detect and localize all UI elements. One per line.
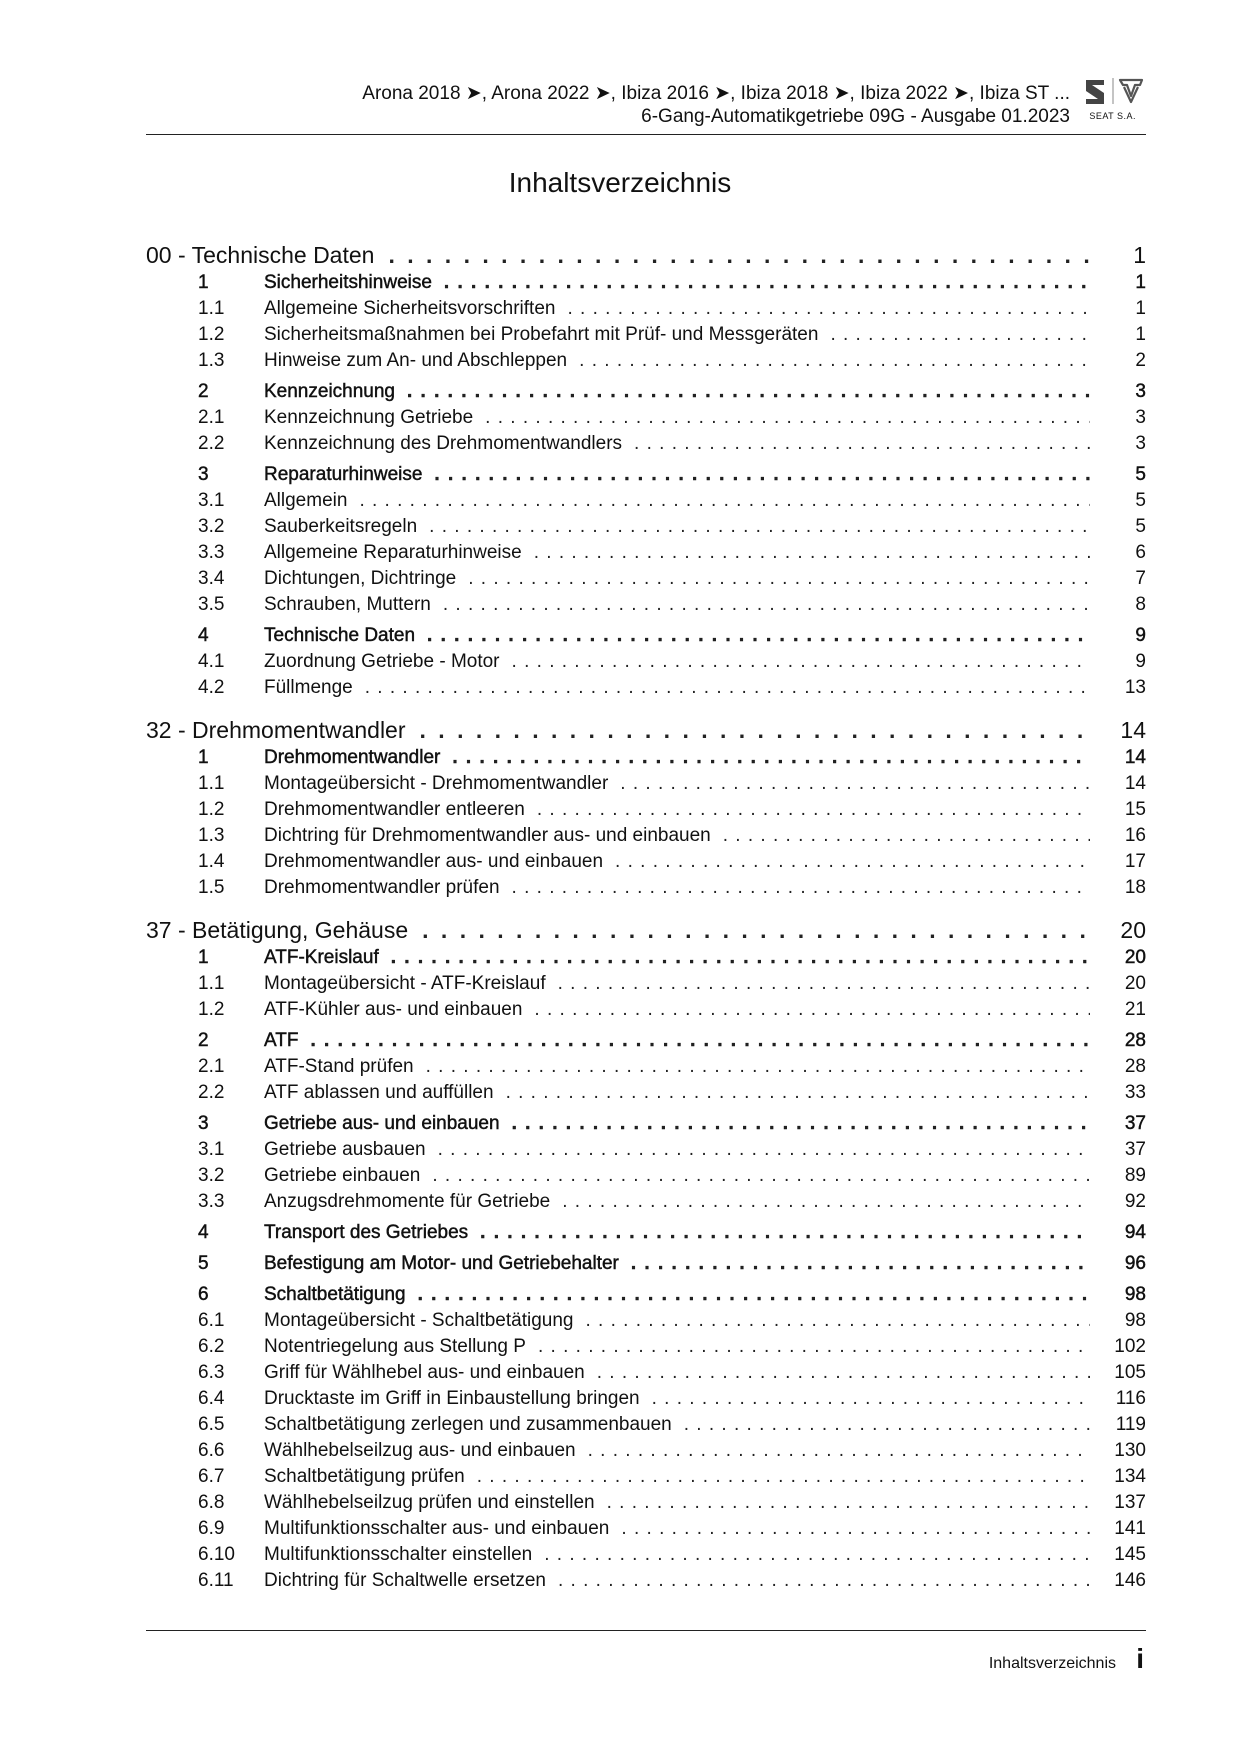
- dot-leader: [438, 1139, 1090, 1161]
- toc-page-number: 33: [1124, 1082, 1146, 1103]
- toc-page-number: 3: [1135, 381, 1146, 402]
- toc-number: 1.1: [198, 773, 225, 794]
- toc-chapter[interactable]: [146, 917, 1146, 947]
- dot-leader: [426, 1056, 1090, 1078]
- toc-number: 3.1: [198, 1139, 225, 1160]
- toc-title: Getriebe aus- und einbauen: [264, 1113, 500, 1134]
- toc-subsection[interactable]: [146, 677, 1146, 703]
- dot-leader: [468, 568, 1090, 590]
- toc-title: Multifunktionsschalter einstellen: [264, 1544, 533, 1565]
- toc-subsection[interactable]: [146, 1388, 1146, 1414]
- toc-number: 5: [198, 1253, 209, 1274]
- dot-leader: [422, 917, 1090, 944]
- toc-page-number: 116: [1115, 1388, 1146, 1409]
- page-title: Inhaltsverzeichnis: [508, 167, 732, 198]
- toc-title: Montageübersicht - ATF-Kreislauf: [264, 973, 546, 994]
- dot-leader: [485, 407, 1090, 429]
- dot-leader: [429, 516, 1090, 538]
- toc-subsection[interactable]: [146, 324, 1146, 350]
- toc-subsection[interactable]: [146, 350, 1146, 376]
- toc-title: Drucktaste im Griff in Einbaustellung bringen: [264, 1388, 640, 1409]
- toc-section[interactable]: [146, 1222, 1146, 1248]
- toc-number: 6.8: [198, 1492, 225, 1513]
- toc-subsection[interactable]: [146, 851, 1146, 877]
- toc-number: 6.11: [198, 1570, 234, 1591]
- toc-page-number: 1: [1133, 242, 1146, 268]
- dot-leader: [567, 298, 1090, 320]
- toc-subsection[interactable]: [146, 490, 1146, 516]
- dot-leader: [512, 877, 1090, 899]
- dot-leader: [512, 651, 1090, 673]
- toc-number: 6.7: [198, 1466, 225, 1487]
- toc-page-number: 37: [1124, 1113, 1146, 1134]
- toc-page-number: 96: [1124, 1253, 1146, 1274]
- dot-leader: [615, 851, 1090, 873]
- dot-leader: [391, 947, 1090, 969]
- toc-page-number: 94: [1124, 1222, 1146, 1243]
- toc-title: Befestigung am Motor- und Getriebehalter: [264, 1253, 619, 1274]
- dot-leader: [621, 1518, 1090, 1540]
- toc-title: Dichtring für Schaltwelle ersetzen: [264, 1570, 546, 1591]
- page-header: [146, 74, 1146, 136]
- dot-leader: [607, 1492, 1090, 1514]
- toc-number: 1.1: [198, 298, 225, 319]
- dot-leader: [631, 1253, 1090, 1275]
- dot-leader: [506, 1082, 1090, 1104]
- toc-number: 2.2: [198, 433, 225, 454]
- dot-leader: [365, 677, 1090, 699]
- dot-leader: [544, 1544, 1090, 1566]
- toc-page-number: 16: [1124, 825, 1146, 846]
- toc-subsection[interactable]: [146, 1310, 1146, 1336]
- toc-title: ATF: [264, 1030, 299, 1051]
- toc-number: 6.1: [198, 1310, 225, 1331]
- toc-subsection[interactable]: [146, 877, 1146, 903]
- toc-section[interactable]: [146, 1113, 1146, 1139]
- toc-section[interactable]: [146, 464, 1146, 490]
- toc-page-number: 21: [1124, 999, 1146, 1020]
- toc-number: 2.1: [198, 1056, 225, 1077]
- dot-leader: [537, 799, 1090, 821]
- toc-page-number: 5: [1135, 516, 1146, 537]
- dot-leader: [452, 747, 1090, 769]
- toc-number: 3: [198, 1113, 209, 1134]
- dot-leader: [562, 1191, 1090, 1213]
- toc-title: Drehmomentwandler entleeren: [264, 799, 525, 820]
- toc-section[interactable]: [146, 1284, 1146, 1310]
- dot-leader: [684, 1414, 1090, 1436]
- toc-title: Schrauben, Muttern: [264, 594, 431, 615]
- toc-subsection[interactable]: [146, 1336, 1146, 1362]
- dot-leader: [597, 1362, 1090, 1384]
- brand-logo-icon: [1080, 74, 1146, 110]
- dot-leader: [585, 1310, 1090, 1332]
- toc-subsection[interactable]: [146, 1139, 1146, 1165]
- toc-title: Notentriegelung aus Stellung P: [264, 1336, 526, 1357]
- toc-title: Schaltbetätigung: [264, 1284, 406, 1305]
- toc-subsection[interactable]: [146, 568, 1146, 594]
- toc-page-number: 17: [1124, 851, 1146, 872]
- toc-page-number: 1: [1135, 272, 1146, 293]
- toc-subsection[interactable]: [146, 1362, 1146, 1388]
- toc-number: 1.2: [198, 799, 225, 820]
- toc-number: 3.5: [198, 594, 225, 615]
- toc-title: Schaltbetätigung prüfen: [264, 1466, 465, 1487]
- toc-number: 2: [198, 1030, 209, 1051]
- toc-page-number: 37: [1124, 1139, 1146, 1160]
- toc-title: Montageübersicht - Drehmomentwandler: [264, 773, 609, 794]
- toc-number: 3.4: [198, 568, 225, 589]
- toc-page-number: 9: [1135, 625, 1146, 646]
- toc-number: 6.6: [198, 1440, 225, 1461]
- toc-subsection[interactable]: [146, 1165, 1146, 1191]
- toc-page-number: 89: [1124, 1165, 1146, 1186]
- toc-number: 6: [198, 1284, 209, 1305]
- dot-leader: [512, 1113, 1090, 1135]
- toc-page-number: 3: [1135, 407, 1146, 428]
- toc-section[interactable]: [146, 272, 1146, 298]
- toc-page-number: 145: [1114, 1544, 1146, 1565]
- toc-number: 1.3: [198, 350, 225, 371]
- toc-number: 1.1: [198, 973, 225, 994]
- dot-leader: [480, 1222, 1090, 1244]
- toc-title: Allgemeine Sicherheitsvorschriften: [264, 298, 556, 319]
- toc-page-number: 1: [1135, 324, 1146, 345]
- toc-page-number: 18: [1124, 877, 1146, 898]
- toc-title: 37 - Betätigung, Gehäuse: [146, 917, 409, 943]
- toc-title: Füllmenge: [264, 677, 353, 698]
- toc-number: 3.2: [198, 1165, 225, 1186]
- header-models: Arona 2018 ➤, Arona 2022 ➤, Ibiza 2016 ➤, Ibiza 2018 ➤, Ibiza 2022 ➤, Ibiza ST ...: [362, 83, 1070, 104]
- toc-page-number: 146: [1114, 1570, 1146, 1591]
- toc-subsection[interactable]: [146, 1056, 1146, 1082]
- toc-page-number: 28: [1124, 1030, 1146, 1051]
- toc-page-number: 130: [1114, 1440, 1146, 1461]
- dot-leader: [830, 324, 1090, 346]
- toc-title: Kennzeichnung des Drehmomentwandlers: [264, 433, 623, 454]
- toc-subsection[interactable]: [146, 799, 1146, 825]
- dot-leader: [388, 242, 1090, 269]
- toc-title: Zuordnung Getriebe - Motor: [264, 651, 500, 672]
- toc-title: Wählhebelseilzug aus- und einbauen: [264, 1440, 576, 1461]
- toc-subsection[interactable]: [146, 594, 1146, 620]
- toc-page-number: 8: [1135, 594, 1146, 615]
- toc-title: Reparaturhinweise: [264, 464, 423, 485]
- dot-leader: [444, 272, 1090, 294]
- toc-number: 6.4: [198, 1388, 225, 1409]
- dot-leader: [558, 973, 1090, 995]
- toc-subsection[interactable]: [146, 999, 1146, 1025]
- dot-leader: [443, 594, 1090, 616]
- dot-leader: [534, 999, 1090, 1021]
- toc-title: ATF-Stand prüfen: [264, 1056, 414, 1077]
- toc-number: 4.1: [198, 651, 225, 672]
- toc-page-number: 1: [1135, 298, 1146, 319]
- toc-title: Schaltbetätigung zerlegen und zusammenbauen: [264, 1414, 672, 1435]
- toc-title: Getriebe ausbauen: [264, 1139, 426, 1160]
- toc-page-number: 3: [1135, 433, 1146, 454]
- toc-title: Technische Daten: [264, 625, 416, 646]
- toc-section[interactable]: [146, 1030, 1146, 1056]
- toc-number: 3: [198, 464, 209, 485]
- toc-section[interactable]: [146, 947, 1146, 973]
- toc-title: Montageübersicht - Schaltbetätigung: [264, 1310, 574, 1331]
- toc-subsection[interactable]: [146, 651, 1146, 677]
- toc-title: Drehmomentwandler prüfen: [264, 877, 500, 898]
- toc-number: 2.1: [198, 407, 225, 428]
- toc-title: Getriebe einbauen: [264, 1165, 421, 1186]
- dot-leader: [579, 350, 1090, 372]
- dot-leader: [620, 773, 1090, 795]
- toc-title: ATF-Kreislauf: [264, 947, 379, 968]
- toc-page-number: 5: [1135, 490, 1146, 511]
- toc-subsection[interactable]: [146, 825, 1146, 851]
- toc-title: Anzugsdrehmomente für Getriebe: [264, 1191, 551, 1212]
- table-of-contents: [146, 235, 1146, 1596]
- dot-leader: [359, 490, 1090, 512]
- toc-chapter[interactable]: [146, 717, 1146, 747]
- toc-number: 6.2: [198, 1336, 225, 1357]
- toc-subsection[interactable]: [146, 1570, 1146, 1596]
- toc-title: 00 - Technische Daten: [146, 242, 375, 268]
- toc-page-number: 20: [1124, 947, 1146, 968]
- toc-page-number: 7: [1135, 568, 1146, 589]
- dot-leader: [538, 1336, 1090, 1358]
- dot-leader: [310, 1030, 1090, 1052]
- toc-title: Allgemein: [264, 490, 348, 511]
- toc-page-number: 14: [1124, 747, 1146, 768]
- toc-title: Drehmomentwandler aus- und einbauen: [264, 851, 604, 872]
- toc-subsection[interactable]: [146, 1492, 1146, 1518]
- dot-leader: [634, 433, 1090, 455]
- logo-caption: SEAT S.A.: [1089, 111, 1136, 121]
- header-edition: 6-Gang-Automatikgetriebe 09G - Ausgabe 01.2023: [641, 106, 1070, 127]
- toc-number: 1: [198, 747, 209, 768]
- toc-page-number: 15: [1124, 799, 1146, 820]
- dot-leader: [652, 1388, 1090, 1410]
- toc-title: Kennzeichnung Getriebe: [264, 407, 474, 428]
- toc-title: Wählhebelseilzug prüfen und einstellen: [264, 1492, 595, 1513]
- toc-title: Dichtungen, Dichtringe: [264, 568, 457, 589]
- toc-subsection[interactable]: [146, 407, 1146, 433]
- toc-subsection[interactable]: [146, 1466, 1146, 1492]
- toc-subsection[interactable]: [146, 1414, 1146, 1440]
- toc-page-number: 92: [1124, 1191, 1146, 1212]
- toc-page-number: 141: [1114, 1518, 1146, 1539]
- toc-page-number: 5: [1135, 464, 1146, 485]
- toc-subsection[interactable]: [146, 542, 1146, 568]
- toc-page-number: 134: [1114, 1466, 1146, 1487]
- toc-subsection[interactable]: [146, 516, 1146, 542]
- toc-number: 2: [198, 381, 209, 402]
- dot-leader: [407, 381, 1090, 403]
- toc-number: 3.2: [198, 516, 225, 537]
- dot-leader: [420, 717, 1090, 744]
- toc-number: 6.10: [198, 1544, 235, 1565]
- toc-section[interactable]: [146, 747, 1146, 773]
- toc-subsection[interactable]: [146, 1518, 1146, 1544]
- toc-number: 1.5: [198, 877, 225, 898]
- toc-subsection[interactable]: [146, 1440, 1146, 1466]
- toc-page-number: 14: [1120, 717, 1146, 743]
- toc-page-number: 137: [1114, 1492, 1146, 1513]
- toc-number: 2.2: [198, 1082, 225, 1103]
- dot-leader: [432, 1165, 1090, 1187]
- toc-page-number: 102: [1114, 1336, 1146, 1357]
- toc-number: 4.2: [198, 677, 225, 698]
- toc-section[interactable]: [146, 625, 1146, 651]
- toc-section[interactable]: [146, 1253, 1146, 1279]
- toc-number: 1.2: [198, 324, 225, 345]
- toc-subsection[interactable]: [146, 298, 1146, 324]
- toc-page-number: 14: [1124, 773, 1146, 794]
- toc-number: 1.2: [198, 999, 225, 1020]
- toc-title: Transport des Getriebes: [264, 1222, 469, 1243]
- toc-page-number: 105: [1114, 1362, 1146, 1383]
- toc-subsection[interactable]: [146, 973, 1146, 999]
- toc-page-number: 2: [1135, 350, 1146, 371]
- toc-subsection[interactable]: [146, 1544, 1146, 1570]
- toc-page-number: 20: [1124, 973, 1146, 994]
- toc-chapter[interactable]: [146, 242, 1146, 272]
- toc-subsection[interactable]: [146, 1191, 1146, 1217]
- toc-number: 6.5: [198, 1414, 225, 1435]
- header-divider: [146, 134, 1146, 135]
- toc-number: 4: [198, 1222, 209, 1243]
- toc-page-number: 9: [1135, 651, 1146, 672]
- dot-leader: [427, 625, 1090, 647]
- toc-page-number: 13: [1124, 677, 1146, 698]
- toc-section[interactable]: [146, 381, 1146, 407]
- toc-subsection[interactable]: [146, 773, 1146, 799]
- footer-page-number: i: [1136, 1643, 1144, 1674]
- toc-title: Dichtring für Drehmomentwandler aus- und einbauen: [264, 825, 711, 846]
- toc-number: 3.1: [198, 490, 225, 511]
- toc-title: 32 - Drehmomentwandler: [146, 717, 406, 743]
- toc-page-number: 20: [1120, 917, 1146, 943]
- dot-leader: [723, 825, 1090, 847]
- toc-title: ATF-Kühler aus- und einbauen: [264, 999, 523, 1020]
- footer-divider: [146, 1630, 1146, 1631]
- toc-number: 1: [198, 947, 209, 968]
- dot-leader: [588, 1440, 1090, 1462]
- toc-title: Allgemeine Reparaturhinweise: [264, 542, 522, 563]
- toc-title: ATF ablassen und auffüllen: [264, 1082, 494, 1103]
- toc-title: Sicherheitshinweise: [264, 272, 432, 293]
- toc-title: Drehmomentwandler: [264, 747, 441, 768]
- dot-leader: [534, 542, 1090, 564]
- toc-number: 3.3: [198, 1191, 225, 1212]
- dot-leader: [558, 1570, 1090, 1592]
- toc-number: 1.4: [198, 851, 225, 872]
- toc-title: Kennzeichnung: [264, 381, 395, 402]
- toc-page-number: 98: [1124, 1284, 1146, 1305]
- toc-subsection[interactable]: [146, 433, 1146, 459]
- dot-leader: [418, 1284, 1090, 1306]
- toc-page-number: 6: [1135, 542, 1146, 563]
- toc-number: 6.3: [198, 1362, 225, 1383]
- footer-label: Inhaltsverzeichnis: [988, 1655, 1116, 1672]
- dot-leader: [434, 464, 1090, 486]
- toc-page-number: 28: [1124, 1056, 1146, 1077]
- toc-title: Sicherheitsmaßnahmen bei Probefahrt mit Prüf- und Messgeräten: [264, 324, 819, 345]
- toc-subsection[interactable]: [146, 1082, 1146, 1108]
- toc-page-number: 98: [1124, 1310, 1146, 1331]
- toc-title: Multifunktionsschalter aus- und einbauen: [264, 1518, 610, 1539]
- toc-number: 1.3: [198, 825, 225, 846]
- seat-cupra-logo: [1080, 74, 1146, 130]
- toc-number: 4: [198, 625, 209, 646]
- toc-number: 1: [198, 272, 209, 293]
- toc-page-number: 119: [1115, 1414, 1146, 1435]
- dot-leader: [477, 1466, 1090, 1488]
- toc-number: 6.9: [198, 1518, 225, 1539]
- toc-title: Hinweise zum An- und Abschleppen: [264, 350, 568, 371]
- toc-title: Griff für Wählhebel aus- und einbauen: [264, 1362, 585, 1383]
- toc-number: 3.3: [198, 542, 225, 563]
- toc-title: Sauberkeitsregeln: [264, 516, 418, 537]
